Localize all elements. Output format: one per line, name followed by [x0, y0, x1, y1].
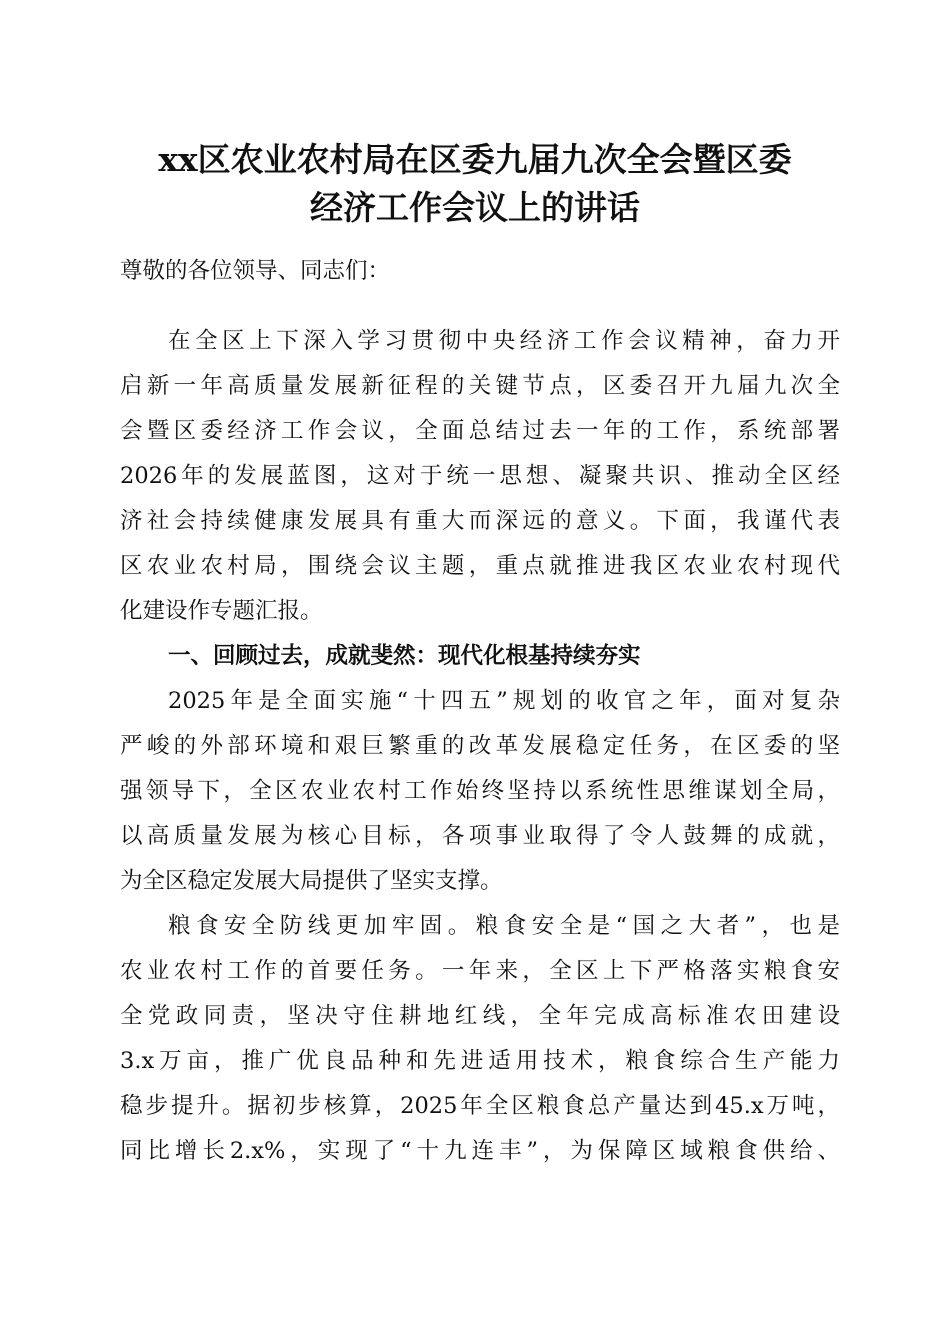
- salutation: 尊敬的各位领导、同志们：: [120, 258, 391, 284]
- grain-line: 3.x万亩，推广优良品种和先进适用技术，粮食综合生产能力: [120, 1048, 840, 1074]
- document-title-line-1: xx区农业农村局在区委九届九次全会暨区委: [158, 140, 792, 179]
- grain-line: 稳步提升。据初步核算，2025年全区粮食总产量达到45.x万吨，: [120, 1093, 840, 1119]
- intro-line: 化建设作专题汇报。: [120, 598, 323, 624]
- intro-line: 区农业农村局，围绕会议主题，重点就推进我区农业农村现代: [120, 553, 840, 579]
- grain-line: 农业农村工作的首要任务。一年来，全区上下严格落实粮食安: [120, 958, 840, 984]
- section-line: 强领导下，全区农业农村工作始终坚持以系统性思维谋划全局，: [120, 778, 840, 804]
- section-line: 以高质量发展为核心目标，各项事业取得了令人鼓舞的成就，: [120, 823, 840, 849]
- section-line: 严峻的外部环境和艰巨繁重的改革发展稳定任务，在区委的坚: [120, 733, 840, 759]
- intro-line: 在全区上下深入学习贯彻中央经济工作会议精神，奋力开: [168, 328, 840, 354]
- intro-line: 启新一年高质量发展新征程的关键节点，区委召开九届九次全: [120, 373, 840, 399]
- intro-line: 2026年的发展蓝图，这对于统一思想、凝聚共识、推动全区经: [120, 463, 840, 489]
- section-line: 为全区稳定发展大局提供了坚实支撑。: [120, 868, 503, 894]
- intro-line: 济社会持续健康发展具有重大而深远的意义。下面，我谨代表: [120, 508, 840, 534]
- grain-line: 全党政同责，坚决守住耕地红线，全年完成高标准农田建设: [120, 1003, 840, 1029]
- section-line: 2025年是全面实施“十四五”规划的收官之年，面对复杂: [168, 688, 840, 714]
- grain-line: 粮食安全防线更加牢固。粮食安全是“国之大者”，也是: [168, 913, 840, 939]
- grain-line: 同比增长2.x%，实现了“十九连丰”，为保障区域粮食供给、: [120, 1138, 840, 1164]
- section-heading: 一、回顾过去，成就斐然：现代化根基持续夯实: [168, 643, 641, 669]
- intro-line: 会暨区委经济工作会议，全面总结过去一年的工作，系统部署: [120, 418, 840, 444]
- document-title-line-2: 经济工作会议上的讲话: [310, 188, 640, 227]
